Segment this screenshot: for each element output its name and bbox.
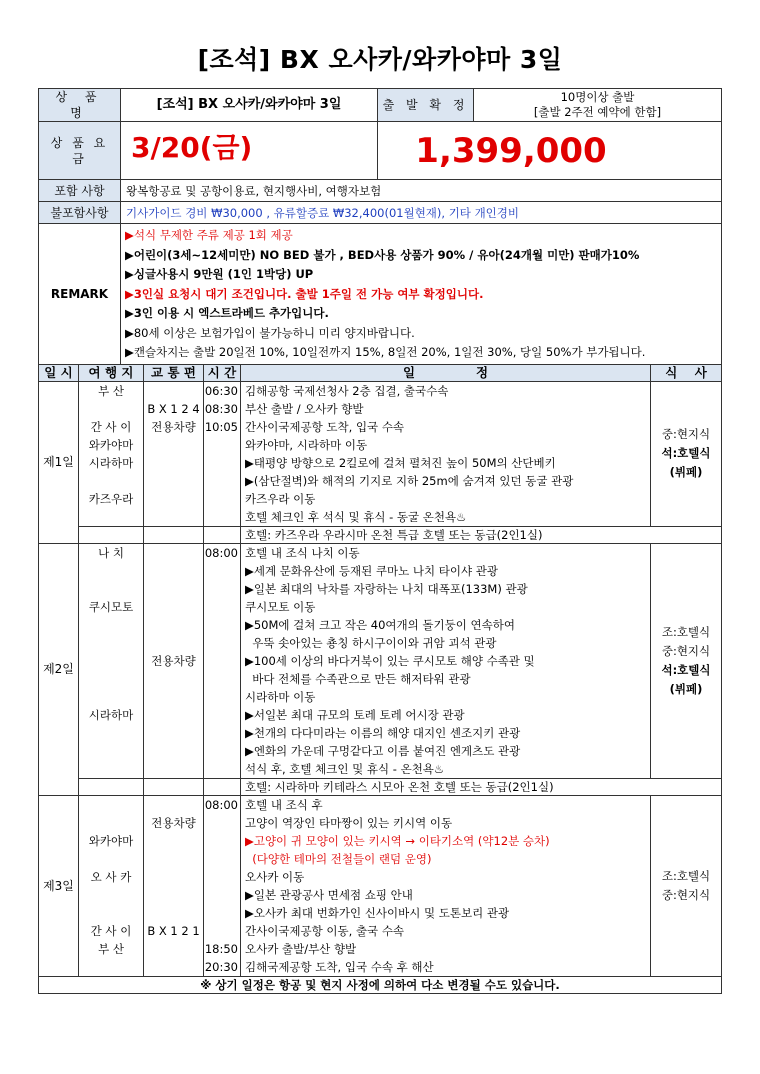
transport: 전용차량	[151, 815, 196, 830]
remark-item: ▶어린이(3세~12세미만) NO BED 불가 , BED사용 상품가 90% / 유아(24개월 미만) 판매가10%	[125, 247, 640, 262]
place: 간 사 이	[90, 419, 132, 434]
place	[79, 760, 143, 778]
place	[79, 886, 143, 904]
transport	[144, 382, 203, 400]
transport: 전용차량	[151, 653, 196, 668]
place: 와카야마	[88, 833, 134, 848]
day-3-places	[79, 795, 144, 976]
transport	[144, 436, 203, 454]
schedule-item: ▶일본 최대의 낙차를 자랑하는 나치 대폭포(133M) 관광	[245, 581, 528, 596]
schedule-item: 호텔 체크인 후 석식 및 휴식 - 동굴 온천욕♨	[245, 509, 467, 524]
day-2-row	[39, 543, 722, 778]
schedule-item: 간사이국제공항 이동, 출국 수속	[245, 923, 405, 938]
itinerary-header	[39, 364, 722, 381]
schedule-item: 간사이국제공항 도착, 입국 수속	[245, 419, 405, 434]
product-name-label: 상 품 명	[39, 89, 121, 122]
time	[204, 436, 240, 454]
day-1-label: 제1일	[39, 381, 79, 543]
time: 18:50	[204, 941, 238, 956]
schedule-item: ▶천개의 다다미라는 이름의 해양 대지인 센조지키 관광	[245, 725, 521, 740]
day-3-label: 제3일	[39, 795, 79, 976]
meal: 조:호텔식	[661, 868, 711, 883]
place: 쿠시모토	[88, 599, 134, 614]
place: 시라하마	[88, 707, 134, 722]
place	[79, 616, 143, 634]
schedule-item: ▶오사카 최대 번화가인 신사이바시 및 도톤보리 관광	[245, 905, 510, 920]
meal: 중:현지식	[661, 887, 711, 902]
schedule-item: 시라하마 이동	[245, 689, 316, 704]
day-1-meals	[651, 381, 722, 526]
header-transport: 교 통 편	[144, 364, 204, 381]
place	[79, 958, 143, 976]
time: 08:00	[204, 797, 238, 812]
place	[79, 508, 143, 526]
remark-item: ▶3인 이용 시 엑스트라베드 추가입니다.	[125, 306, 329, 320]
remark-item: ▶3인실 요청시 대기 조건입니다. 출발 1주일 전 가능 여부 확정입니다.	[125, 286, 484, 301]
day-1-schedule	[241, 381, 651, 526]
transport	[144, 490, 203, 508]
schedule-item: ▶서일본 최대 규모의 토레 토레 어시장 관광	[245, 707, 465, 722]
departure-line-2: [출발 2주전 예약에 한함]	[533, 105, 662, 119]
schedule-item: 호텔 내 조식 후	[245, 797, 323, 812]
meal: 석:호텔식	[661, 662, 711, 677]
price-label: 상 품 요 금	[39, 122, 121, 180]
time	[204, 472, 240, 490]
place	[79, 796, 143, 814]
time	[204, 508, 240, 526]
place	[79, 688, 143, 706]
day-2-meals	[651, 543, 722, 778]
departure-line-1: 10명이상 출발	[560, 90, 635, 104]
time: 20:30	[204, 959, 238, 974]
itinerary-table	[38, 364, 722, 994]
meal: (뷔페)	[669, 465, 703, 479]
transport	[144, 472, 203, 490]
day-2-places	[79, 543, 144, 778]
place: 시라하마	[88, 455, 134, 470]
day-1-row	[39, 381, 722, 526]
meal: 조:호텔식	[661, 624, 711, 639]
schedule-item: 카즈우라 이동	[245, 491, 316, 506]
departure-condition	[474, 89, 722, 122]
schedule-item: ▶태평양 방향으로 2킬로에 걸쳐 펼쳐진 높이 50M의 산단베키	[245, 455, 556, 470]
schedule-item: 오사카 이동	[245, 869, 305, 884]
header-day: 일 시	[39, 364, 79, 381]
day-2-schedule	[241, 543, 651, 778]
schedule-item: 부산 출발 / 오사카 향발	[245, 401, 364, 416]
place: 간 사 이	[90, 923, 132, 938]
time: 08:30	[204, 401, 238, 416]
schedule-item: 쿠시모토 이동	[245, 599, 316, 614]
place	[79, 400, 143, 418]
meal: (뷔페)	[669, 681, 703, 696]
product-name: [조석] BX 오사카/와카야마 3일	[121, 89, 378, 122]
day-3-row	[39, 795, 722, 976]
schedule-item: ▶(삼단절벽)와 해적의 기지로 지하 25m에 숨겨져 있던 동굴 관광	[245, 473, 574, 488]
day-1-hotel: 호텔: 카즈우라 우라시마 온천 특급 호텔 또는 동급(2인1실)	[241, 526, 722, 543]
time	[204, 490, 240, 508]
place: 나 치	[98, 545, 124, 560]
day-3-schedule	[241, 795, 651, 976]
remark-item: ▶싱글사용시 9만원 (1인 1박당) UP	[125, 267, 314, 281]
product-info-table	[38, 88, 722, 365]
departure-label: 출 발 확 정	[378, 89, 474, 122]
schedule-item: ▶엔화의 가운데 구멍같다고 이름 붙여진 엔게츠도 관광	[245, 743, 521, 758]
price-amount: 1,399,000	[378, 122, 722, 180]
header-place: 여 행 지	[79, 364, 144, 381]
transport: 전용차량	[151, 419, 196, 434]
transport	[144, 454, 203, 472]
header-meal: 식 사	[651, 364, 722, 381]
header-schedule: 일 정	[241, 364, 651, 381]
footer-note: ※ 상기 일정은 항공 및 현지 사정에 의하여 다소 변경될 수도 있습니다.	[39, 976, 722, 993]
transport: B X 1 2 4	[147, 401, 200, 416]
place	[79, 814, 143, 832]
meal: 석:호텔식	[661, 446, 711, 460]
remark-list	[121, 224, 722, 365]
place	[79, 904, 143, 922]
place: 부 산	[98, 941, 124, 956]
day-2-label: 제2일	[39, 543, 79, 795]
schedule-item: ▶세계 문화유산에 등재된 쿠마노 나치 타이샤 관광	[245, 563, 498, 578]
schedule-item: (다양한 테마의 전철들이 랜덤 운영)	[245, 851, 432, 866]
included-label: 포함 사항	[39, 180, 121, 202]
place: 카즈우라	[88, 491, 134, 506]
day-3-times	[204, 795, 241, 976]
remark-item: ▶80세 이상은 보험가입이 불가능하니 미리 양지바랍니다.	[125, 325, 415, 340]
time	[204, 454, 240, 472]
place	[79, 472, 143, 490]
place	[79, 742, 143, 760]
schedule-item: 김해공항 국제선청사 2층 집결, 출국수속	[245, 383, 449, 398]
place: 오 사 카	[90, 869, 132, 884]
transport: B X 1 2 1	[147, 923, 200, 938]
place	[79, 634, 143, 652]
page-title: [조석] BX 오사카/와카야마 3일	[197, 45, 563, 74]
schedule-item: ▶100세 이상의 바다거북이 있는 쿠시모토 해양 수족관 및	[245, 653, 535, 668]
excluded-text: 기사가이드 경비 ₩30,000 , 유류할증료 ₩32,400(01월현재), 기타 개인경비	[121, 202, 722, 224]
day-2-times	[204, 543, 241, 778]
day-1-hotel-row	[39, 526, 722, 543]
place	[79, 670, 143, 688]
place: 부 산	[98, 383, 124, 398]
schedule-item: 오사카 출발/부산 향발	[245, 941, 357, 956]
day-2-hotel-row	[39, 778, 722, 795]
day-3-meals	[651, 795, 722, 976]
price-date-cell	[121, 122, 378, 180]
schedule-item: 김해국제공항 도착, 입국 수속 후 해산	[245, 959, 434, 974]
meal: 중:현지식	[661, 643, 711, 658]
schedule-item: ▶고양이 귀 모양이 있는 키시역 → 이타기소역 (약12분 승차)	[245, 833, 550, 848]
meal: 중:현지식	[661, 427, 711, 441]
place	[79, 580, 143, 598]
day-1-times	[204, 381, 241, 526]
schedule-item: ▶일본 관광공사 면세점 쇼핑 안내	[245, 887, 413, 902]
day-2-hotel: 호텔: 시라하마 키테라스 시모아 온천 호텔 또는 동급(2인1실)	[241, 778, 722, 795]
tour-document	[38, 88, 721, 994]
time: 10:05	[204, 419, 238, 434]
transport	[144, 508, 203, 526]
day-1-places	[79, 381, 144, 526]
remark-item: ▶캔슬차지는 출발 20일전 10%, 10일전까지 15%, 8일전 20%, 1일전 30%, 당일 50%가 부가됩니다.	[125, 345, 646, 359]
time: 06:30	[204, 383, 238, 398]
excluded-label: 불포함사항	[39, 202, 121, 224]
header-time: 시 간	[204, 364, 241, 381]
schedule-item: 석식 후, 호텔 체크인 및 휴식 - 온천욕♨	[245, 761, 445, 776]
remark-label: REMARK	[39, 224, 121, 365]
place	[79, 562, 143, 580]
place	[79, 724, 143, 742]
schedule-item: 바다 전체를 수족관으로 만든 해저타워 관광	[245, 671, 471, 686]
schedule-item: 호텔 내 조식 나치 이동	[245, 545, 360, 560]
day-1-transport	[144, 381, 204, 526]
remark-item: ▶석식 무제한 주류 제공 1회 제공	[125, 228, 293, 242]
schedule-item: 우뚝 솟아있는 춍칭 하시구이이와 귀암 괴석 관광	[245, 635, 497, 650]
price-date: 3/20(금)	[131, 131, 253, 164]
schedule-item: ▶50M에 걸쳐 크고 작은 40여개의 돌기둥이 연속하여	[245, 617, 515, 632]
day-2-transport	[144, 543, 204, 778]
place	[79, 850, 143, 868]
place: 와카야마	[88, 437, 134, 452]
included-text: 왕복항공료 및 공항이용료, 현지행사비, 여행자보험	[121, 180, 722, 202]
place	[79, 652, 143, 670]
time: 08:00	[204, 545, 238, 560]
schedule-item: 와카야마, 시라하마 이동	[245, 437, 368, 452]
schedule-item: 고양이 역장인 타마짱이 있는 키시역 이동	[245, 815, 453, 830]
day-3-transport	[144, 795, 204, 976]
